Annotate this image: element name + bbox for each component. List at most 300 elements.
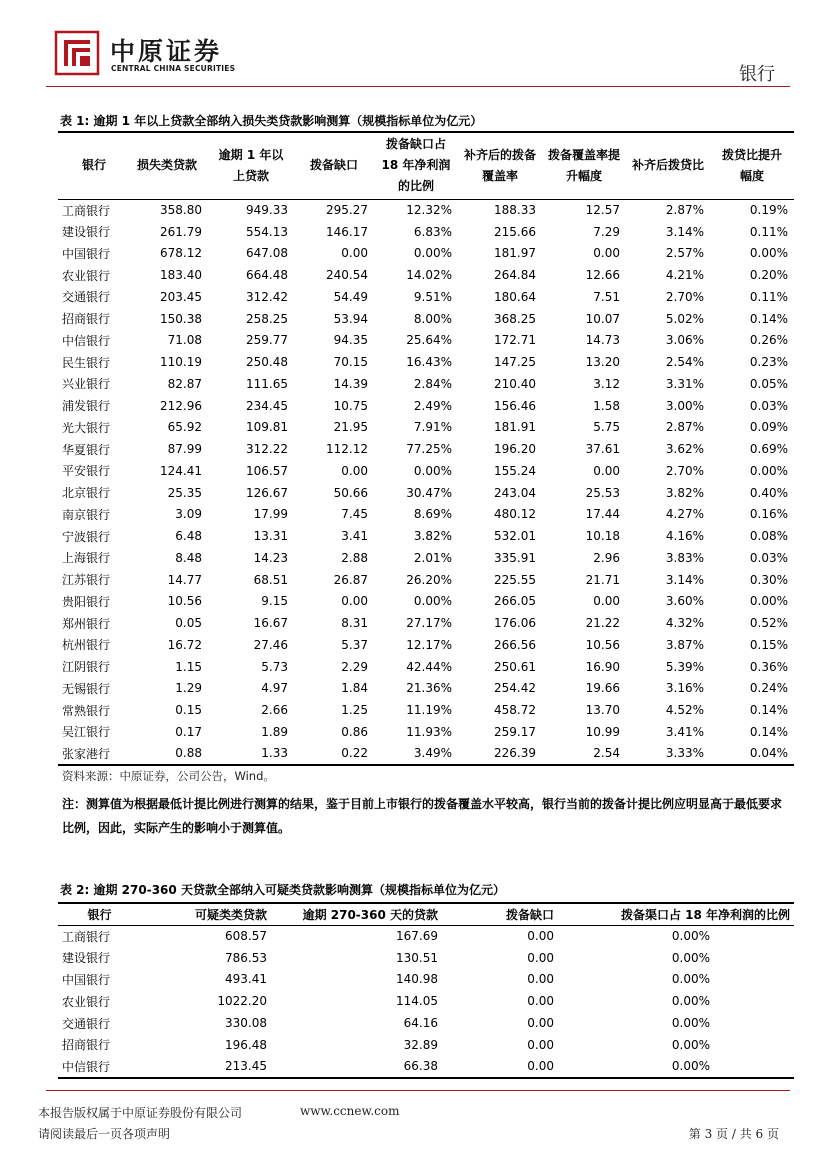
bank-name-cell: 建设银行 [62, 225, 111, 240]
table2 [58, 902, 794, 1079]
value-cell: 330.08 [225, 1016, 267, 1031]
value-cell: 261.79 [160, 224, 202, 239]
value-cell: 3.83% [665, 550, 704, 565]
table1-header-cell: 拨贷比提升幅度 [710, 132, 794, 199]
value-cell: 0.23% [749, 355, 788, 370]
bank-name-cell: 交通银行 [62, 290, 111, 305]
value-cell: 2.88 [341, 550, 368, 565]
value-cell: 0.00% [749, 246, 788, 261]
value-cell: 25.64% [406, 333, 452, 348]
value-cell: 0.19% [749, 203, 788, 218]
footer-copyright: 本报告版权属于中原证券股份有限公司 [38, 1106, 243, 1120]
value-cell: 10.07 [585, 311, 620, 326]
value-cell: 3.14% [665, 224, 704, 239]
value-cell: 215.66 [494, 224, 536, 239]
value-cell: 14.77 [167, 572, 202, 587]
bank-name-cell: 江阴银行 [62, 660, 111, 675]
value-cell: 66.38 [273, 1056, 444, 1078]
value-cell: 678.12 [160, 246, 202, 261]
bank-name-cell: 宁波银行 [62, 529, 111, 544]
bank-name-cell: 建设银行 [62, 951, 111, 966]
value-cell: 180.64 [494, 289, 536, 304]
value-cell: 358.80 [160, 203, 202, 218]
value-cell: 4.21% [665, 268, 704, 283]
value-cell: 196.48 [225, 1037, 267, 1052]
value-cell: 0.36% [749, 659, 788, 674]
value-cell: 12.57 [585, 203, 620, 218]
table1-header-cell: 拨备缺口占 18 年净利润的比例 [374, 132, 458, 199]
value-cell: 0.14% [749, 703, 788, 718]
bank-name-cell: 常熟银行 [62, 703, 111, 718]
bank-name-cell: 中国银行 [62, 972, 111, 987]
value-cell: 3.49% [374, 743, 458, 765]
value-cell: 0.00% [671, 994, 710, 1009]
value-cell: 4.27% [665, 507, 704, 522]
value-cell: 240.54 [326, 268, 368, 283]
value-cell: 0.00 [527, 929, 554, 944]
value-cell: 250.61 [494, 659, 536, 674]
value-cell: 0.00 [341, 463, 368, 478]
value-cell: 27.17% [406, 616, 452, 631]
value-cell: 17.44 [585, 507, 620, 522]
table1-row [58, 264, 794, 286]
table1 [58, 131, 794, 766]
table1-row [58, 547, 794, 569]
value-cell: 37.61 [585, 442, 620, 457]
value-cell: 50.66 [333, 485, 368, 500]
table1-row [58, 482, 794, 504]
table1-header-row [58, 132, 794, 199]
header-divider [46, 86, 790, 87]
table1-row [58, 330, 794, 352]
bank-name-cell: 吴江银行 [62, 725, 111, 740]
value-cell: 25.53 [585, 485, 620, 500]
table1-row [58, 612, 794, 634]
value-cell: 225.55 [494, 572, 536, 587]
table2-header-cell: 银行 [58, 903, 137, 925]
value-cell: 0.69% [749, 442, 788, 457]
value-cell: 21.95 [333, 420, 368, 435]
company-logo [54, 30, 254, 78]
value-cell: 106.57 [246, 463, 288, 478]
value-cell: 1.84 [341, 681, 368, 696]
value-cell: 0.14% [749, 311, 788, 326]
value-cell: 147.25 [494, 355, 536, 370]
value-cell: 2.96 [593, 550, 620, 565]
value-cell: 14.73 [585, 333, 620, 348]
value-cell: 2.70% [665, 463, 704, 478]
value-cell: 0.00% [413, 246, 452, 261]
table1-row [58, 417, 794, 439]
table1-header-cell: 补齐后拨贷比 [626, 132, 710, 199]
value-cell: 3.82% [665, 485, 704, 500]
value-cell: 25.35 [167, 485, 202, 500]
value-cell: 213.45 [137, 1056, 273, 1078]
value-cell: 312.42 [246, 289, 288, 304]
value-cell: 64.16 [403, 1016, 438, 1031]
page-number: 第 3 页 / 共 6 页 [688, 1127, 779, 1141]
bank-name-cell: 工商银行 [62, 929, 111, 944]
value-cell: 1.15 [175, 659, 202, 674]
value-cell: 2.54% [665, 355, 704, 370]
value-cell: 111.65 [246, 376, 288, 391]
value-cell: 54.49 [333, 289, 368, 304]
value-cell: 65.92 [167, 420, 202, 435]
value-cell: 0.11% [749, 289, 788, 304]
value-cell: 12.32% [406, 203, 452, 218]
value-cell: 10.99 [585, 724, 620, 739]
bank-name-cell: 无锡银行 [62, 681, 111, 696]
value-cell: 493.41 [225, 972, 267, 987]
value-cell: 4.32% [665, 616, 704, 631]
value-cell: 181.97 [494, 246, 536, 261]
value-cell: 0.03% [749, 398, 788, 413]
bank-name-cell: 杭州银行 [62, 638, 111, 653]
value-cell: 532.01 [494, 529, 536, 544]
bank-name-cell: 中信银行 [62, 333, 111, 348]
value-cell: 2.87% [665, 203, 704, 218]
value-cell: 94.35 [333, 333, 368, 348]
value-cell: 0.40% [749, 485, 788, 500]
value-cell: 0.52% [749, 616, 788, 631]
value-cell: 16.90 [585, 659, 620, 674]
value-cell: 1.25 [341, 703, 368, 718]
value-cell: 243.04 [494, 485, 536, 500]
bank-name-cell: 中国银行 [62, 246, 111, 261]
value-cell: 264.84 [494, 268, 536, 283]
value-cell: 196.20 [494, 442, 536, 457]
value-cell: 30.47% [406, 485, 452, 500]
value-cell: 212.96 [160, 398, 202, 413]
value-cell: 0.86 [341, 724, 368, 739]
value-cell: 14.23 [253, 550, 288, 565]
bank-name-cell: 北京银行 [62, 486, 111, 501]
value-cell: 126.67 [246, 485, 288, 500]
value-cell: 0.08% [749, 529, 788, 544]
value-cell: 458.72 [494, 703, 536, 718]
value-cell: 0.00 [593, 463, 620, 478]
value-cell: 0.30% [749, 572, 788, 587]
value-cell: 0.03% [749, 550, 788, 565]
bank-name-cell: 平安银行 [62, 464, 111, 479]
value-cell: 172.71 [494, 333, 536, 348]
value-cell: 110.19 [160, 355, 202, 370]
table2-row [58, 1034, 794, 1056]
table2-row [58, 1012, 794, 1034]
value-cell: 312.22 [246, 442, 288, 457]
value-cell: 2.66 [261, 703, 288, 718]
value-cell: 4.16% [665, 529, 704, 544]
value-cell: 8.69% [413, 507, 452, 522]
table1-row [58, 221, 794, 243]
value-cell: 3.16% [665, 681, 704, 696]
bank-name-cell: 中信银行 [58, 1056, 137, 1078]
table1-header-cell: 补齐后的拨备覆盖率 [458, 132, 542, 199]
value-cell: 259.17 [494, 724, 536, 739]
footer-disclaimer: 请阅读最后一页各项声明 [38, 1127, 171, 1141]
value-cell: 0.22 [294, 743, 374, 765]
table2-header-cell: 拨备渠口占 18 年净利润的比例 [560, 903, 794, 925]
value-cell: 7.45 [341, 507, 368, 522]
value-cell: 0.00 [527, 994, 554, 1009]
value-cell: 0.00% [671, 1016, 710, 1031]
table1-header-cell: 损失类贷款 [126, 132, 208, 199]
value-cell: 150.38 [160, 311, 202, 326]
table1-row [58, 373, 794, 395]
value-cell: 0.15% [749, 637, 788, 652]
table2-row [58, 969, 794, 991]
value-cell: 0.00% [671, 929, 710, 944]
table1-row [58, 678, 794, 700]
bank-name-cell: 张家港行 [58, 743, 126, 765]
value-cell: 258.25 [246, 311, 288, 326]
value-cell: 181.91 [494, 420, 536, 435]
value-cell: 266.05 [494, 594, 536, 609]
logo-english-name: CENTRAL CHINA SECURITIES [111, 64, 236, 73]
value-cell: 53.94 [333, 311, 368, 326]
value-cell: 130.51 [396, 950, 438, 965]
value-cell: 2.57% [665, 246, 704, 261]
bank-name-cell: 农业银行 [62, 268, 111, 283]
table2-row [58, 1056, 794, 1078]
value-cell: 21.71 [585, 572, 620, 587]
bank-name-cell: 光大银行 [62, 420, 111, 435]
value-cell: 2.54 [542, 743, 626, 765]
value-cell: 480.12 [494, 507, 536, 522]
table1-row [58, 525, 794, 547]
value-cell: 3.12 [593, 376, 620, 391]
value-cell: 4.52% [665, 703, 704, 718]
value-cell: 1.33 [208, 743, 294, 765]
value-cell: 183.40 [160, 268, 202, 283]
value-cell: 0.14% [749, 724, 788, 739]
value-cell: 87.99 [167, 442, 202, 457]
value-cell: 6.83% [413, 224, 452, 239]
table1-row [58, 286, 794, 308]
value-cell: 82.87 [167, 376, 202, 391]
bank-name-cell: 华夏银行 [62, 442, 111, 457]
table1-row [58, 504, 794, 526]
value-cell: 109.81 [246, 420, 288, 435]
value-cell: 3.60% [665, 594, 704, 609]
value-cell: 295.27 [326, 203, 368, 218]
value-cell: 254.42 [494, 681, 536, 696]
value-cell: 0.00 [527, 1037, 554, 1052]
table2-header-row [58, 903, 794, 925]
value-cell: 3.00% [665, 398, 704, 413]
value-cell: 0.05 [175, 616, 202, 631]
value-cell: 554.13 [246, 224, 288, 239]
value-cell: 10.75 [333, 398, 368, 413]
table1-header-cell: 拨备缺口 [294, 132, 374, 199]
value-cell: 8.00% [413, 311, 452, 326]
value-cell: 8.31 [341, 616, 368, 631]
value-cell: 0.00% [749, 463, 788, 478]
value-cell: 664.48 [246, 268, 288, 283]
data-source-note: 资料来源：中原证券，公司公告，Wind。 [62, 769, 275, 783]
value-cell: 0.16% [749, 507, 788, 522]
value-cell: 3.41 [341, 529, 368, 544]
value-cell: 68.51 [253, 572, 288, 587]
value-cell: 1.58 [593, 398, 620, 413]
value-cell: 949.33 [246, 203, 288, 218]
value-cell: 0.24% [749, 681, 788, 696]
value-cell: 2.49% [413, 398, 452, 413]
value-cell: 0.04% [710, 743, 794, 765]
value-cell: 3.62% [665, 442, 704, 457]
value-cell: 3.82% [413, 529, 452, 544]
value-cell: 0.00 [341, 594, 368, 609]
value-cell: 124.41 [160, 463, 202, 478]
value-cell: 13.31 [253, 529, 288, 544]
bank-name-cell: 民生银行 [62, 355, 111, 370]
footnote: 注：测算值为根据最低计提比例进行测算的结果，鉴于目前上市银行的拨备覆盖水平较高，银行当前的拨备计提比例应明显高于最低要求比例，因此，实际产生的影响小于测算值。 [62, 797, 783, 835]
value-cell: 3.33% [626, 743, 710, 765]
value-cell: 167.69 [396, 929, 438, 944]
value-cell: 10.56 [585, 637, 620, 652]
table1-row [58, 634, 794, 656]
value-cell: 12.66 [585, 268, 620, 283]
value-cell: 112.12 [326, 442, 368, 457]
bank-name-cell: 南京银行 [62, 507, 111, 522]
value-cell: 0.00% [671, 972, 710, 987]
table2-row [58, 925, 794, 947]
value-cell: 0.09% [749, 420, 788, 435]
value-cell: 114.05 [396, 994, 438, 1009]
value-cell: 19.66 [585, 681, 620, 696]
value-cell: 3.06% [665, 333, 704, 348]
value-cell: 3.87% [665, 637, 704, 652]
value-cell: 1.89 [261, 724, 288, 739]
value-cell: 11.93% [406, 724, 452, 739]
bank-name-cell: 工商银行 [62, 203, 111, 218]
value-cell: 7.51 [593, 289, 620, 304]
value-cell: 0.00 [593, 594, 620, 609]
value-cell: 42.44% [406, 659, 452, 674]
value-cell: 27.46 [253, 637, 288, 652]
table1-row [58, 460, 794, 482]
section-title: 银行 [739, 64, 775, 85]
table2-row [58, 990, 794, 1012]
table1-row [58, 243, 794, 265]
value-cell: 0.00 [593, 246, 620, 261]
value-cell: 10.56 [167, 594, 202, 609]
table1-row [58, 438, 794, 460]
value-cell: 0.00 [527, 972, 554, 987]
value-cell: 0.00 [444, 1056, 560, 1078]
value-cell: 335.91 [494, 550, 536, 565]
value-cell: 0.05% [749, 376, 788, 391]
value-cell: 2.84% [413, 376, 452, 391]
bank-name-cell: 浦发银行 [62, 399, 111, 414]
value-cell: 9.51% [413, 289, 452, 304]
value-cell: 0.00% [749, 594, 788, 609]
bank-name-cell: 郑州银行 [62, 616, 111, 631]
value-cell: 188.33 [494, 203, 536, 218]
value-cell: 14.39 [333, 376, 368, 391]
value-cell: 250.48 [246, 355, 288, 370]
value-cell: 5.73 [261, 659, 288, 674]
value-cell: 14.02% [406, 268, 452, 283]
value-cell: 226.39 [458, 743, 542, 765]
table2-header-cell: 拨备缺口 [444, 903, 560, 925]
value-cell: 156.46 [494, 398, 536, 413]
bank-name-cell: 招商银行 [62, 1038, 111, 1053]
value-cell: 26.87 [333, 572, 368, 587]
bank-name-cell: 贵阳银行 [62, 594, 111, 609]
logo-mark-icon [54, 30, 100, 76]
value-cell: 71.08 [167, 333, 202, 348]
bank-name-cell: 江苏银行 [62, 573, 111, 588]
bank-name-cell: 交通银行 [62, 1016, 111, 1031]
value-cell: 16.72 [167, 637, 202, 652]
value-cell: 266.56 [494, 637, 536, 652]
value-cell: 2.70% [665, 289, 704, 304]
bank-name-cell: 上海银行 [62, 551, 111, 566]
bank-name-cell: 招商银行 [62, 312, 111, 327]
value-cell: 608.57 [225, 929, 267, 944]
value-cell: 70.15 [333, 355, 368, 370]
value-cell: 786.53 [225, 950, 267, 965]
value-cell: 0.20% [749, 268, 788, 283]
footer-divider [46, 1090, 790, 1091]
value-cell: 77.25% [406, 442, 452, 457]
value-cell: 0.00% [671, 950, 710, 965]
value-cell: 4.97 [261, 681, 288, 696]
value-cell: 10.18 [585, 529, 620, 544]
value-cell: 16.67 [253, 616, 288, 631]
value-cell: 647.08 [246, 246, 288, 261]
value-cell: 155.24 [494, 463, 536, 478]
value-cell: 203.45 [160, 289, 202, 304]
table1-row [58, 199, 794, 221]
value-cell: 0.88 [126, 743, 208, 765]
value-cell: 7.91% [413, 420, 452, 435]
table1-row [58, 656, 794, 678]
value-cell: 9.15 [261, 594, 288, 609]
value-cell: 0.17 [175, 724, 202, 739]
table1-row [58, 721, 794, 743]
value-cell: 3.09 [175, 507, 202, 522]
value-cell: 0.00 [341, 246, 368, 261]
value-cell: 12.17% [406, 637, 452, 652]
value-cell: 3.41% [665, 724, 704, 739]
value-cell: 0.00% [413, 594, 452, 609]
table1-caption: 表 1: 逾期 1 年以上贷款全部纳入损失类贷款影响测算（规模指标单位为亿元） [60, 114, 483, 128]
value-cell: 5.39% [665, 659, 704, 674]
table1-row [58, 395, 794, 417]
table1-header-cell: 拨备覆盖率提升幅度 [542, 132, 626, 199]
value-cell: 13.20 [585, 355, 620, 370]
value-cell: 2.87% [665, 420, 704, 435]
value-cell: 0.00% [671, 1037, 710, 1052]
footer-website-link[interactable]: www.ccnew.com [300, 1104, 400, 1118]
value-cell: 0.15 [175, 703, 202, 718]
table1-row [58, 699, 794, 721]
value-cell: 0.00 [527, 950, 554, 965]
value-cell: 5.37 [341, 637, 368, 652]
table2-header-cell: 逾期 270-360 天的贷款 [273, 903, 444, 925]
value-cell: 6.48 [175, 529, 202, 544]
table1-row [58, 308, 794, 330]
table1-row [58, 351, 794, 373]
value-cell: 32.89 [403, 1037, 438, 1052]
table1-header-cell: 逾期 1 年以上贷款 [208, 132, 294, 199]
table1-row [58, 569, 794, 591]
value-cell: 13.70 [585, 703, 620, 718]
value-cell: 3.14% [665, 572, 704, 587]
value-cell: 11.19% [406, 703, 452, 718]
